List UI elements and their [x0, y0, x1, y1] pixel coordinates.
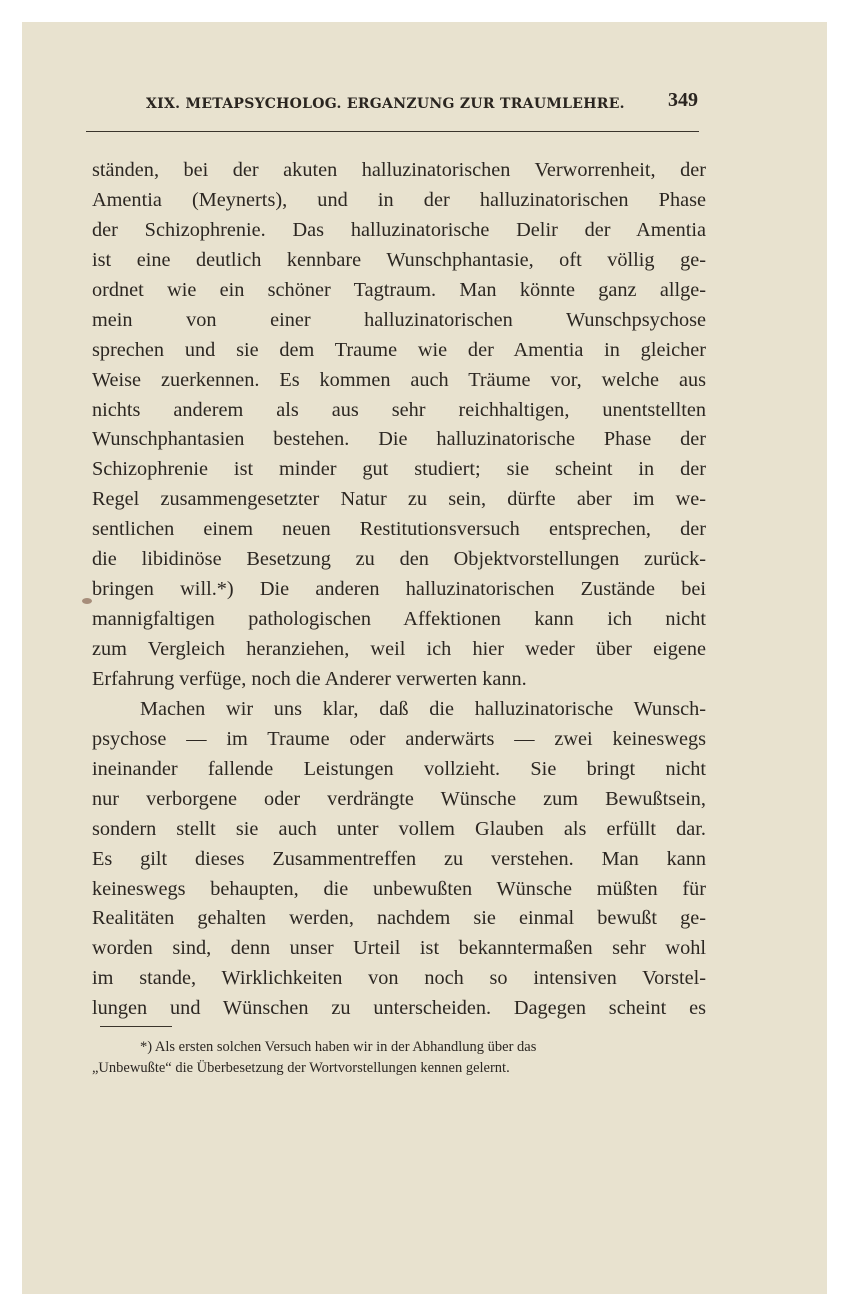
text-line: sentlichen einem neuen Restitutionsversuch entsprechen, der: [92, 518, 706, 541]
body-text: [92, 156, 706, 1024]
text-line: Es gilt dieses Zusammentreffen zu verstehen. Man kann: [92, 847, 706, 870]
text-line: Realitäten gehalten werden, nachdem sie einmal bewußt ge-: [92, 907, 706, 930]
page-number: 349: [668, 89, 698, 111]
text-line: sondern stellt sie auch unter vollem Glauben als erfüllt dar.: [92, 817, 706, 840]
text-line: worden sind, denn unser Urteil ist bekanntermaßen sehr wohl: [92, 937, 706, 960]
text-line: sprechen und sie dem Traume wie der Amentia in gleicher: [92, 338, 706, 361]
text-line: nichts anderem als aus sehr reichhaltigen, unentstellten: [92, 398, 706, 421]
footnote-rule: [100, 1026, 172, 1027]
text-line: die libidinöse Besetzung zu den Objektvorstellungen zurück-: [92, 548, 706, 571]
text-line: zum Vergleich heranziehen, weil ich hier weder über eigene: [92, 638, 706, 660]
text-line: im stande, Wirklichkeiten von noch so intensiven Vorstel-: [92, 967, 706, 990]
text-line: Amentia (Meynerts), und in der halluzinatorischen Phase: [92, 188, 706, 211]
text-line: ineinander fallende Leistungen vollzieht. Sie bringt nicht: [92, 757, 706, 780]
text-line: Erfahrung verfüge, noch die Anderer verwerten kann.: [92, 667, 527, 690]
footnote-line: „Unbewußte“ die Überbesetzung der Wortvorstellungen kennen gelernt.: [92, 1060, 510, 1076]
running-title: XIX. METAPSYCHOLOG. ERGANZUNG ZUR TRAUMLEHRE.: [146, 96, 625, 112]
text-line: der Schizophrenie. Das halluzinatorische Delir der Amentia: [92, 218, 706, 241]
text-line: Schizophrenie ist minder gut studiert; sie scheint in der: [92, 458, 706, 481]
text-line: ist eine deutlich kennbare Wunschphantasie, oft völlig ge-: [92, 248, 706, 271]
text-line: ordnet wie ein schöner Tagtraum. Man könnte ganz allge-: [92, 278, 706, 301]
text-line: Weise zuerkennen. Es kommen auch Träume vor, welche aus: [92, 368, 706, 391]
footnotes: [92, 1037, 718, 1079]
text-line: keineswegs behaupten, die unbewußten Wünsche müßten für: [92, 877, 706, 900]
text-line: Machen wir uns klar, daß die halluzinatorische Wunsch-: [140, 697, 706, 720]
text-line: Wunschphantasien bestehen. Die halluzinatorische Phase der: [92, 428, 706, 451]
ink-smudge: [82, 598, 92, 604]
text-line: Regel zusammengesetzter Natur zu sein, dürfte aber im we-: [92, 488, 706, 511]
text-line: mein von einer halluzinatorischen Wunschpsychose: [92, 308, 706, 331]
text-line: ständen, bei der akuten halluzinatorischen Verworrenheit, der: [92, 159, 706, 181]
running-header: [110, 86, 698, 112]
text-line: psychose — im Traume oder anderwärts — zwei keineswegs: [92, 727, 706, 750]
header-rule: [86, 131, 699, 132]
text-line: mannigfaltigen pathologischen Affektionen kann ich nicht: [92, 608, 706, 631]
footnote-line: *) Als ersten solchen Versuch haben wir in der Abhandlung über das: [140, 1039, 537, 1055]
text-line: bringen will.*) Die anderen halluzinatorischen Zustände bei: [92, 578, 706, 601]
text-line: nur verborgene oder verdrängte Wünsche zum Bewußtsein,: [92, 787, 706, 810]
text-line: lungen und Wünschen zu unterscheiden. Dagegen scheint es: [92, 997, 706, 1020]
